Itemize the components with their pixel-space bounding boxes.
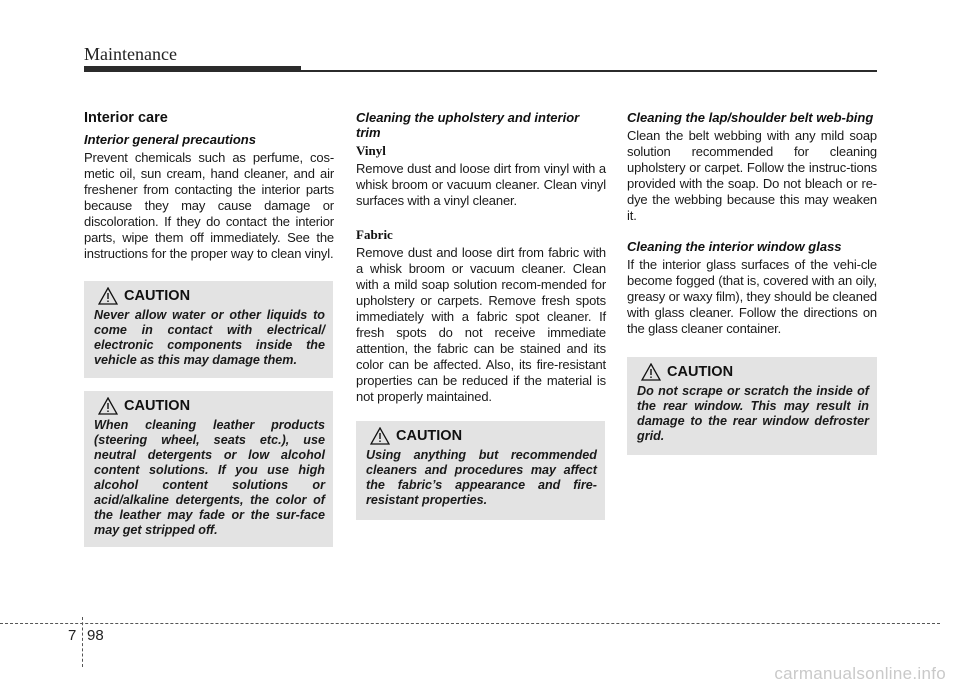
column-2 [356, 110, 606, 405]
caution-text: Never allow water or other liquids to come in contact with electrical/ electronic components inside the vehicle as this may damage them. [94, 308, 325, 367]
section-title: Interior care [84, 110, 168, 126]
chapter-number: 7 [68, 627, 77, 644]
caution-title: CAUTION [124, 288, 191, 304]
caution-title: CAUTION [667, 364, 734, 380]
caution-title: CAUTION [124, 398, 191, 414]
subhead-upholstery: Cleaning the upholstery and interior trim [356, 110, 580, 140]
warning-triangle-icon [370, 427, 390, 445]
paragraph-vinyl: Remove dust and loose dirt from vinyl with a whisk broom or vacuum cleaner. Clean vinyl surfaces with a vinyl cleaner. [356, 161, 606, 208]
header-rule-thick [84, 66, 301, 72]
paragraph-window-glass: If the interior glass surfaces of the vehi-cle become fogged (that is, covered with an oily, greasy or waxy film), they should be cleaned with glass cleaner. Follow the directions on the glass cleaner container. [627, 257, 877, 336]
caution-text: Using anything but recommended cleaners and procedures may affect the fabric’s appearance and fire-resistant properties. [366, 448, 597, 507]
footer-rule [0, 623, 940, 624]
column-1 [84, 110, 334, 262]
subhead-fabric: Fabric [356, 227, 393, 242]
paragraph-general-precautions: Prevent chemicals such as perfume, cos-metic oil, sun cream, hand cleaner, and air freshener from contacting the interior parts because they may cause damage or discoloration. If they do contact the interior parts, wipe them off immediately. See the instructions for the proper way to clean vinyl. [84, 150, 334, 261]
page-header-title: Maintenance [84, 44, 177, 64]
caution-box-rear-window [627, 357, 877, 455]
subhead-window-glass: Cleaning the interior window glass [627, 239, 842, 254]
subhead-belt-webbing: Cleaning the lap/shoulder belt web-bing [627, 110, 874, 125]
caution-box-leather [84, 391, 333, 547]
caution-box-liquids [84, 281, 333, 378]
subhead-general-precautions: Interior general precautions [84, 132, 256, 147]
watermark: carmanualsonline.info [774, 664, 946, 683]
page-number: 98 [87, 627, 104, 644]
caution-text: Do not scrape or scratch the inside of the rear window. This may result in damage to the rear window defroster grid. [637, 384, 869, 443]
header-rule-thin [301, 70, 877, 72]
column-3 [627, 110, 877, 337]
paragraph-fabric: Remove dust and loose dirt from fabric with a whisk broom or vacuum cleaner. Clean with a mild soap solution recom-mended for upholstery or carpets. Remove fresh spots immediately with a fabric spot cleaner. If fresh spots do not receive immediate attention, the fabric can be stained and its color can be affected. Also, its fire-resistant properties can be reduced if the material is not properly maintained. [356, 245, 606, 404]
footer-divider [82, 617, 83, 667]
paragraph-belt-webbing: Clean the belt webbing with any mild soap solution recommended for cleaning upholstery or carpet. Follow the instruc-tions provided with the soap. Do not bleach or re-dye the webbing because this may weaken it. [627, 128, 877, 223]
warning-triangle-icon [641, 363, 661, 381]
caution-box-cleaners [356, 421, 605, 520]
caution-title: CAUTION [396, 428, 463, 444]
caution-text: When cleaning leather products (steering wheel, seats etc.), use neutral detergents or low alcohol content solutions. If you use high alcohol content solutions or acid/alkaline detergents, the color of the leather may fade or the sur-face may get stripped off. [94, 418, 325, 537]
subhead-vinyl: Vinyl [356, 143, 386, 158]
warning-triangle-icon [98, 397, 118, 415]
warning-triangle-icon [98, 287, 118, 305]
